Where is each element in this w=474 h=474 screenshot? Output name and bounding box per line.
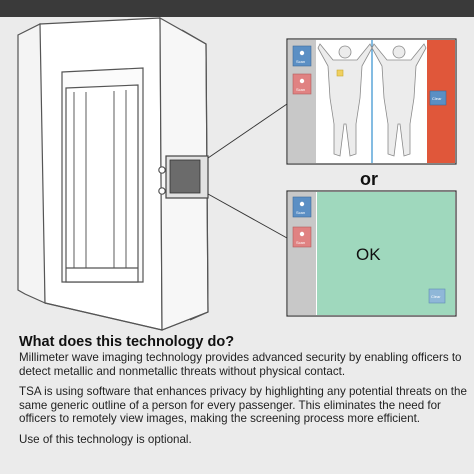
scan-button-blue[interactable] [293, 46, 311, 66]
clear-button[interactable] [430, 91, 446, 105]
paragraph-privacy: TSA is using software that enhances privacy by highlighting any potential threats on the same generic outline of a person for every passenger. This eliminates the need for officers to remotely view images, making the screening process more efficient. [19, 385, 467, 425]
info-section [19, 334, 471, 446]
section-heading: What does this technology do? [19, 334, 235, 350]
threat-marker [337, 70, 343, 76]
clear-button[interactable] [429, 289, 445, 303]
clear-button-label: Clear [432, 96, 442, 101]
paragraph-detection: Millimeter wave imaging technology provides advanced security by enabling officers to detect metallic and nonmetallic threats without physical contact. [19, 351, 462, 378]
paragraph-optional: Use of this technology is optional. [19, 432, 192, 446]
ok-label: OK [356, 245, 381, 264]
scan-button-red[interactable] [293, 227, 311, 247]
scan-button-label: Scan [296, 59, 306, 64]
scan-button-label: Scan [296, 210, 306, 215]
clear-button-label: Clear [431, 294, 441, 299]
scan-button-blue[interactable] [293, 197, 311, 217]
booth-monitor [166, 156, 208, 198]
or-label: or [360, 169, 378, 189]
screen-alert [287, 39, 456, 164]
scan-button-label: Scan [296, 87, 306, 92]
screen-ok [287, 191, 456, 316]
callout-lines [208, 104, 287, 238]
scan-button-red[interactable] [293, 74, 311, 94]
scan-button-label: Scan [296, 240, 306, 245]
